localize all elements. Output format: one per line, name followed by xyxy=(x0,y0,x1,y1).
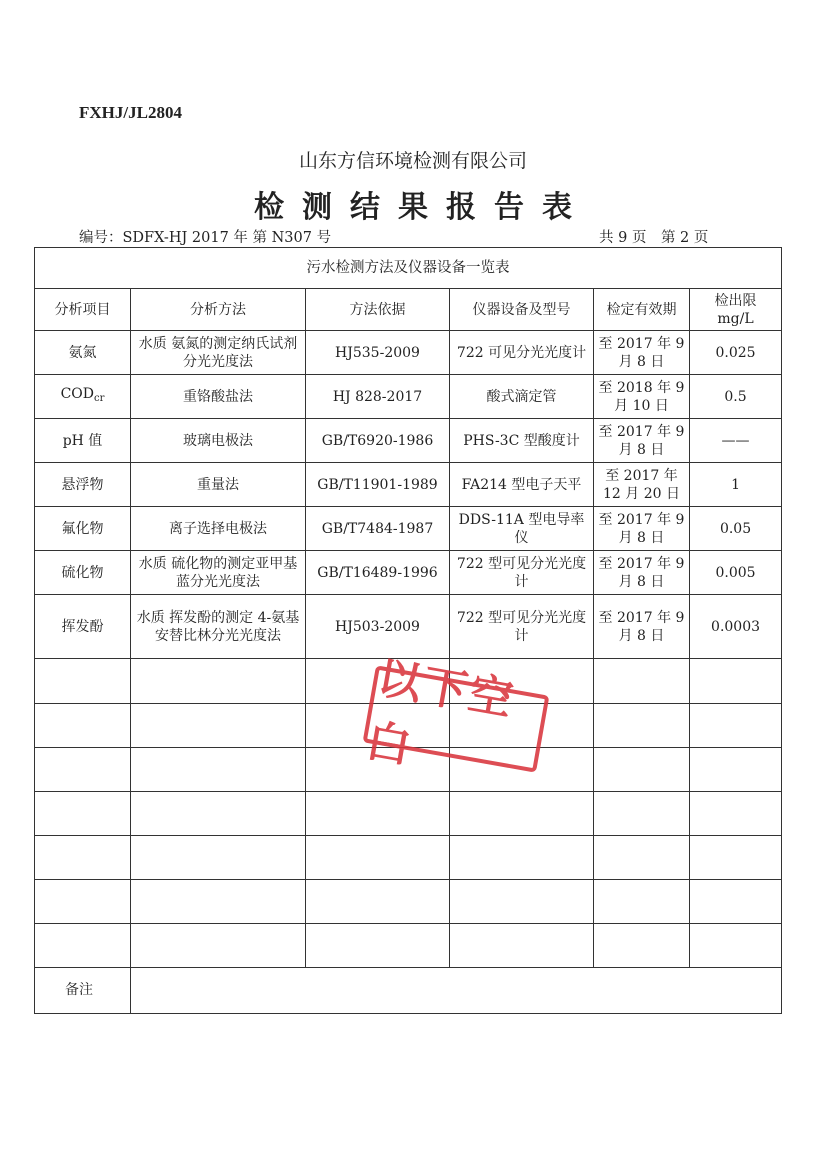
cell-instrument: 722 型可见分光光度计 xyxy=(450,595,594,659)
cell-basis: GB/T11901-1989 xyxy=(306,463,450,507)
header-instrument: 仪器设备及型号 xyxy=(450,289,594,331)
cell-item xyxy=(35,375,131,419)
header-basis: 方法依据 xyxy=(306,289,450,331)
empty-cell xyxy=(690,879,782,923)
company-name: 山东方信环境检测有限公司 xyxy=(298,150,527,172)
header-limit-unit: mg/L xyxy=(717,310,754,327)
empty-cell xyxy=(131,835,306,879)
empty-cell xyxy=(306,791,450,835)
cell-basis: HJ503-2009 xyxy=(306,595,450,659)
cell-method: 离子选择电极法 xyxy=(131,507,306,551)
cell-item-subscript: cr xyxy=(94,393,105,405)
cell-item: 悬浮物 xyxy=(35,463,131,507)
cell-validity: 至 2018 年 9 月 10 日 xyxy=(594,375,690,419)
empty-cell xyxy=(131,659,306,703)
empty-cell xyxy=(35,879,131,923)
cell-instrument: DDS-11A 型电导率仪 xyxy=(450,507,594,551)
empty-cell xyxy=(35,835,131,879)
table-row xyxy=(35,551,782,595)
empty-cell xyxy=(306,835,450,879)
empty-cell xyxy=(306,923,450,967)
blank-below-stamp: 以下空白 xyxy=(363,665,550,772)
cell-validity: 至 2017 年 9 月 8 日 xyxy=(594,331,690,375)
empty-cell xyxy=(131,747,306,791)
header-limit-label: 检出限 xyxy=(714,292,757,309)
empty-cell xyxy=(450,879,594,923)
empty-cell xyxy=(35,791,131,835)
empty-cell xyxy=(594,879,690,923)
empty-row xyxy=(35,923,782,967)
serial-number: 编号：SDFX-HJ 2017 年 第 N307 号 xyxy=(79,230,332,246)
empty-cell xyxy=(35,747,131,791)
methods-instruments-table xyxy=(34,247,782,1014)
cell-item-main: COD xyxy=(60,386,95,403)
cell-item: 硫化物 xyxy=(35,551,131,595)
header-method: 分析方法 xyxy=(131,289,306,331)
remarks-value xyxy=(131,967,782,1013)
table-row xyxy=(35,463,782,507)
table-header-row xyxy=(35,289,782,331)
cell-validity: 至 2017 年 9 月 8 日 xyxy=(594,595,690,659)
cell-limit: 0.0003 xyxy=(690,595,782,659)
cell-basis: GB/T16489-1996 xyxy=(306,551,450,595)
header-validity: 检定有效期 xyxy=(594,289,690,331)
cell-limit: 0.025 xyxy=(690,331,782,375)
empty-cell xyxy=(594,791,690,835)
cell-method: 水质 氨氮的测定纳氏试剂分光光度法 xyxy=(131,331,306,375)
empty-cell xyxy=(690,923,782,967)
table-row xyxy=(35,507,782,551)
cell-item: pH 值 xyxy=(35,419,131,463)
empty-cell xyxy=(594,747,690,791)
cell-validity: 至 2017 年 9 月 8 日 xyxy=(594,507,690,551)
empty-cell xyxy=(594,835,690,879)
remarks-label: 备注 xyxy=(35,967,131,1013)
empty-cell xyxy=(594,659,690,703)
cell-limit: —— xyxy=(690,419,782,463)
cell-limit: 0.05 xyxy=(690,507,782,551)
empty-row xyxy=(35,879,782,923)
cell-limit: 1 xyxy=(690,463,782,507)
empty-cell xyxy=(131,791,306,835)
empty-row xyxy=(35,835,782,879)
empty-row xyxy=(35,791,782,835)
cell-instrument: 722 可见分光光度计 xyxy=(450,331,594,375)
cell-method: 重铬酸盐法 xyxy=(131,375,306,419)
table-caption: 污水检测方法及仪器设备一览表 xyxy=(35,248,782,289)
cell-basis: HJ 828-2017 xyxy=(306,375,450,419)
empty-cell xyxy=(690,835,782,879)
cell-method: 重量法 xyxy=(131,463,306,507)
empty-cell xyxy=(35,703,131,747)
cell-basis: GB/T6920-1986 xyxy=(306,419,450,463)
empty-cell xyxy=(690,703,782,747)
empty-cell xyxy=(131,879,306,923)
empty-cell xyxy=(690,791,782,835)
table-caption-row xyxy=(35,248,782,289)
cell-validity: 至 2017 年 9 月 8 日 xyxy=(594,419,690,463)
cell-item: 挥发酚 xyxy=(35,595,131,659)
table-row xyxy=(35,331,782,375)
empty-cell xyxy=(450,791,594,835)
report-title: 检测结果报告表 xyxy=(254,190,590,225)
cell-limit: 0.5 xyxy=(690,375,782,419)
empty-cell xyxy=(35,923,131,967)
header-item: 分析项目 xyxy=(35,289,131,331)
header-limit xyxy=(690,289,782,331)
cell-basis: GB/T7484-1987 xyxy=(306,507,450,551)
cell-instrument: 722 型可见分光光度计 xyxy=(450,551,594,595)
cell-instrument: PHS-3C 型酸度计 xyxy=(450,419,594,463)
empty-cell xyxy=(594,923,690,967)
empty-cell xyxy=(690,747,782,791)
empty-cell xyxy=(450,835,594,879)
cell-basis: HJ535-2009 xyxy=(306,331,450,375)
table-row xyxy=(35,419,782,463)
empty-cell xyxy=(450,923,594,967)
cell-instrument: 酸式滴定管 xyxy=(450,375,594,419)
empty-cell xyxy=(35,659,131,703)
cell-item: 氟化物 xyxy=(35,507,131,551)
empty-cell xyxy=(690,659,782,703)
remarks-row xyxy=(35,967,782,1013)
cell-method: 水质 硫化物的测定亚甲基蓝分光光度法 xyxy=(131,551,306,595)
empty-cell xyxy=(131,703,306,747)
cell-item: 氨氮 xyxy=(35,331,131,375)
cell-limit: 0.005 xyxy=(690,551,782,595)
cell-validity: 至 2017 年 9 月 8 日 xyxy=(594,551,690,595)
cell-instrument: FA214 型电子天平 xyxy=(450,463,594,507)
cell-validity: 至 2017 年 12 月 20 日 xyxy=(594,463,690,507)
page-indicator: 共 9 页 第 2 页 xyxy=(599,230,709,246)
document-code: FXHJ/JL2804 xyxy=(79,103,182,122)
cell-method: 水质 挥发酚的测定 4-氨基安替比林分光光度法 xyxy=(131,595,306,659)
cell-method: 玻璃电极法 xyxy=(131,419,306,463)
empty-cell xyxy=(594,703,690,747)
empty-cell xyxy=(306,879,450,923)
empty-cell xyxy=(131,923,306,967)
table-row xyxy=(35,375,782,419)
